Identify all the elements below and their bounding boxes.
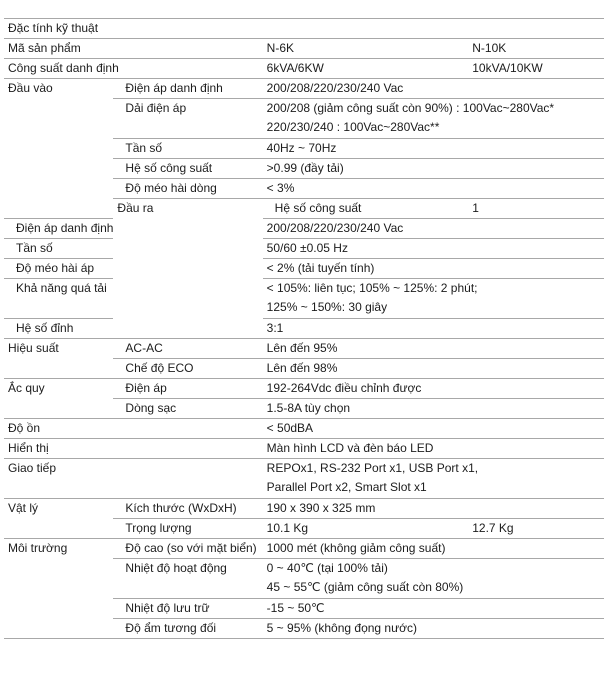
row-label: Điện áp danh định	[4, 219, 113, 239]
table-row	[4, 319, 604, 339]
table-row	[4, 39, 604, 59]
value-shared: Lên đến 95%	[263, 339, 604, 359]
row-label: AC-AC	[113, 339, 262, 359]
value-n10k: 12.7 Kg	[468, 519, 604, 539]
spec-table	[4, 18, 604, 639]
value-line: Parallel Port x2, Smart Slot x1	[266, 480, 427, 494]
table-row	[4, 379, 604, 399]
value-line: 200/208 (giảm công suất còn 90%) : 100Vac~280Vac*	[266, 101, 555, 115]
value-shared: 5 ~ 95% (không đọng nước)	[263, 619, 604, 639]
value-shared: >0.99 (đầy tải)	[263, 159, 604, 179]
table-row	[4, 239, 604, 259]
value-shared: < 50dBA	[263, 419, 604, 439]
value-line: 0 ~ 40℃ (tại 100% tải)	[266, 561, 388, 575]
group-label: Ắc quy	[4, 379, 113, 419]
value-shared	[263, 559, 604, 599]
row-label: Hệ số công suất	[263, 199, 469, 219]
row-label: Trọng lượng	[113, 519, 262, 539]
table-row	[4, 59, 604, 79]
group-label: Môi trường	[4, 539, 113, 639]
value-line: REPOx1, RS-232 Port x1, USB Port x1,	[266, 461, 479, 475]
table-row	[4, 499, 604, 519]
value-shared: 200/208/220/230/240 Vac	[263, 79, 604, 99]
row-label: Tần số	[113, 139, 262, 159]
value-shared: Lên đến 98%	[263, 359, 604, 379]
value-shared	[263, 459, 604, 499]
value-shared	[263, 99, 604, 139]
row-label: Điện áp	[113, 379, 262, 399]
table-row	[4, 279, 604, 319]
value-shared: -15 ~ 50℃	[263, 599, 604, 619]
group-label: Hiệu suất	[4, 339, 113, 379]
group-label: Vật lý	[4, 499, 113, 539]
row-label: Độ cao (so với mặt biển)	[113, 539, 262, 559]
value-line: 220/230/240 : 100Vac~280Vac**	[266, 120, 440, 134]
row-label: Mã sản phẩm	[4, 39, 263, 59]
row-label: Điện áp danh định	[113, 79, 262, 99]
value-n6k: N-6K	[263, 39, 469, 59]
value-shared: 192-264Vdc điều chỉnh được	[263, 379, 604, 399]
value-shared: 190 x 390 x 325 mm	[263, 499, 604, 519]
row-label: Công suất danh định	[4, 59, 263, 79]
table-title: Đặc tính kỹ thuật	[4, 19, 604, 39]
value-n10k: 10kVA/10KW	[468, 59, 604, 79]
value-shared: 40Hz ~ 70Hz	[263, 139, 604, 159]
value-shared: 3:1	[263, 319, 604, 339]
row-label: Kích thước (WxDxH)	[113, 499, 262, 519]
row-label: Nhiệt độ hoạt động	[113, 559, 262, 599]
row-label: Dải điện áp	[113, 99, 262, 139]
row-label: Độ méo hài dòng	[113, 179, 262, 199]
table-row	[4, 439, 604, 459]
value-line: 125% ~ 150%: 30 giây	[266, 300, 388, 314]
row-label: Nhiệt độ lưu trữ	[113, 599, 262, 619]
value-n10k: N-10K	[468, 39, 604, 59]
value-shared: 50/60 ±0.05 Hz	[263, 239, 604, 259]
table-row	[4, 219, 604, 239]
table-title-row	[4, 19, 604, 39]
value-shared: Màn hình LCD và đèn báo LED	[263, 439, 604, 459]
row-label: Hệ số đỉnh	[4, 319, 113, 339]
value-shared: < 3%	[263, 179, 604, 199]
row-label: Độ méo hài áp	[4, 259, 113, 279]
row-label: Hệ số công suất	[113, 159, 262, 179]
row-label: Độ ẩm tương đối	[113, 619, 262, 639]
value-shared	[263, 279, 604, 319]
value-shared: 1	[468, 199, 604, 219]
row-label: Dòng sạc	[113, 399, 262, 419]
value-shared: 200/208/220/230/240 Vac	[263, 219, 604, 239]
table-row	[4, 419, 604, 439]
group-label: Đầu ra	[113, 199, 262, 339]
value-line: < 105%: liên tục; 105% ~ 125%: 2 phút;	[266, 281, 478, 295]
value-line: 45 ~ 55℃ (giảm công suất còn 80%)	[266, 580, 464, 594]
table-row	[4, 259, 604, 279]
value-shared: 1000 mét (không giảm công suất)	[263, 539, 604, 559]
value-shared: < 2% (tải tuyến tính)	[263, 259, 604, 279]
table-row	[4, 539, 604, 559]
row-label: Tần số	[4, 239, 113, 259]
row-label: Chế độ ECO	[113, 359, 262, 379]
row-label: Độ ồn	[4, 419, 263, 439]
value-shared: 1.5-8A tùy chọn	[263, 399, 604, 419]
table-row	[4, 339, 604, 359]
row-label: Khả năng quá tải	[4, 279, 113, 319]
value-n6k: 10.1 Kg	[263, 519, 469, 539]
table-row	[4, 79, 604, 99]
row-label: Hiển thị	[4, 439, 263, 459]
table-row	[4, 459, 604, 499]
group-label: Đầu vào	[4, 79, 113, 219]
value-n6k: 6kVA/6KW	[263, 59, 469, 79]
row-label: Giao tiếp	[4, 459, 263, 499]
